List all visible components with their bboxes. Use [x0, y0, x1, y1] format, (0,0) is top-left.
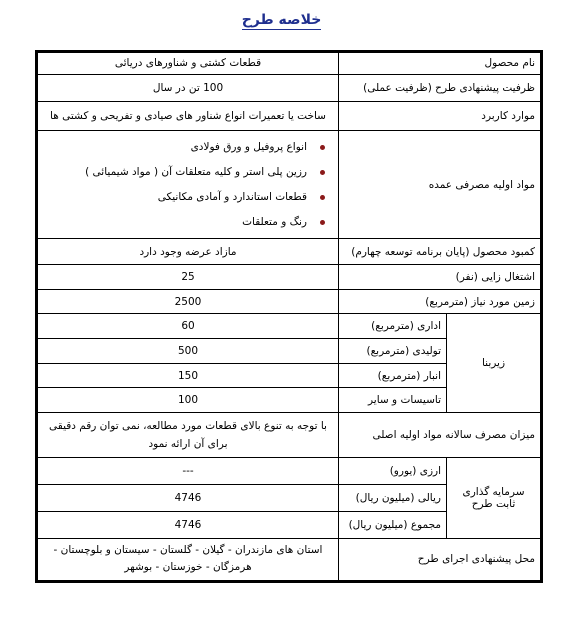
row-value: 100 تن در سال — [37, 74, 339, 102]
raw-materials-list — [43, 135, 333, 235]
row-value: 2500 — [37, 289, 339, 314]
row-sublabel: مجموع (میلیون ریال) — [339, 511, 447, 538]
row-label: مواد اولیه مصرفی عمده — [339, 131, 542, 239]
group-label: زیربنا — [447, 314, 542, 413]
page-title — [0, 12, 563, 28]
page-title-text: خلاصه طرح — [241, 12, 322, 28]
raw-materials-cell — [37, 131, 339, 239]
row-label: زمین مورد نیاز (مترمربع) — [339, 289, 542, 314]
row-value: استان های مازندران - گیلان - گلستان - سیستان و بلوچستان - هرمزگان - خوزستان - بوشهر — [37, 538, 339, 581]
row-sublabel: ریالی (میلیون ریال) — [339, 485, 447, 512]
table-row — [37, 131, 542, 239]
row-value: ساخت یا تعمیرات انواع شناور های صیادی و تفریحی و کشتی ها — [37, 102, 339, 131]
list-item: قطعات استاندارد و آمادی مکانیکی — [43, 185, 307, 210]
row-value: 60 — [37, 314, 339, 339]
table-row — [37, 74, 542, 102]
row-label: ظرفیت پیشنهادی طرح (ظرفیت عملی) — [339, 74, 542, 102]
row-value: 25 — [37, 265, 339, 290]
table-row — [37, 289, 542, 314]
summary-table — [35, 50, 543, 583]
row-sublabel: انبار (مترمربع) — [339, 363, 447, 388]
row-sublabel: تولیدی (مترمربع) — [339, 339, 447, 364]
row-sublabel: اداری (مترمربع) — [339, 314, 447, 339]
table-row — [37, 52, 542, 75]
table-row — [37, 458, 542, 485]
row-sublabel: ارزی (یورو) — [339, 458, 447, 485]
row-value: قطعات کشتی و شناورهای دریائی — [37, 52, 339, 75]
row-label: موارد کاربرد — [339, 102, 542, 131]
row-value: 4746 — [37, 485, 339, 512]
list-item: رنگ و متعلقات — [43, 210, 307, 235]
row-label: اشتغال زایی (نفر) — [339, 265, 542, 290]
table-row — [37, 314, 542, 339]
table-row — [37, 239, 542, 265]
row-value: مازاد عرضه وجود دارد — [37, 239, 339, 265]
row-label: نام محصول — [339, 52, 542, 75]
table-row — [37, 265, 542, 290]
row-label: کمبود محصول (پایان برنامه توسعه چهارم) — [339, 239, 542, 265]
row-value: 100 — [37, 388, 339, 413]
row-value: 500 — [37, 339, 339, 364]
row-value: با توجه به تنوع بالای قطعات مورد مطالعه، نمی توان رقم دقیقی برای آن ارائه نمود — [37, 413, 339, 458]
row-value: 150 — [37, 363, 339, 388]
row-value: 4746 — [37, 511, 339, 538]
row-value: --- — [37, 458, 339, 485]
table-row — [37, 102, 542, 131]
list-item: انواع پروفیل و ورق فولادی — [43, 135, 307, 160]
list-item: رزین پلی استر و کلیه متعلقات آن ( مواد شیمیائی ) — [43, 160, 307, 185]
table-row — [37, 413, 542, 458]
group-label: سرمایه گذاری ثابت طرح — [447, 458, 542, 538]
row-label: میزان مصرف سالانه مواد اولیه اصلی — [339, 413, 542, 458]
table-row — [37, 538, 542, 581]
row-sublabel: تاسیسات و سایر — [339, 388, 447, 413]
row-label: محل پیشنهادی اجرای طرح — [339, 538, 542, 581]
